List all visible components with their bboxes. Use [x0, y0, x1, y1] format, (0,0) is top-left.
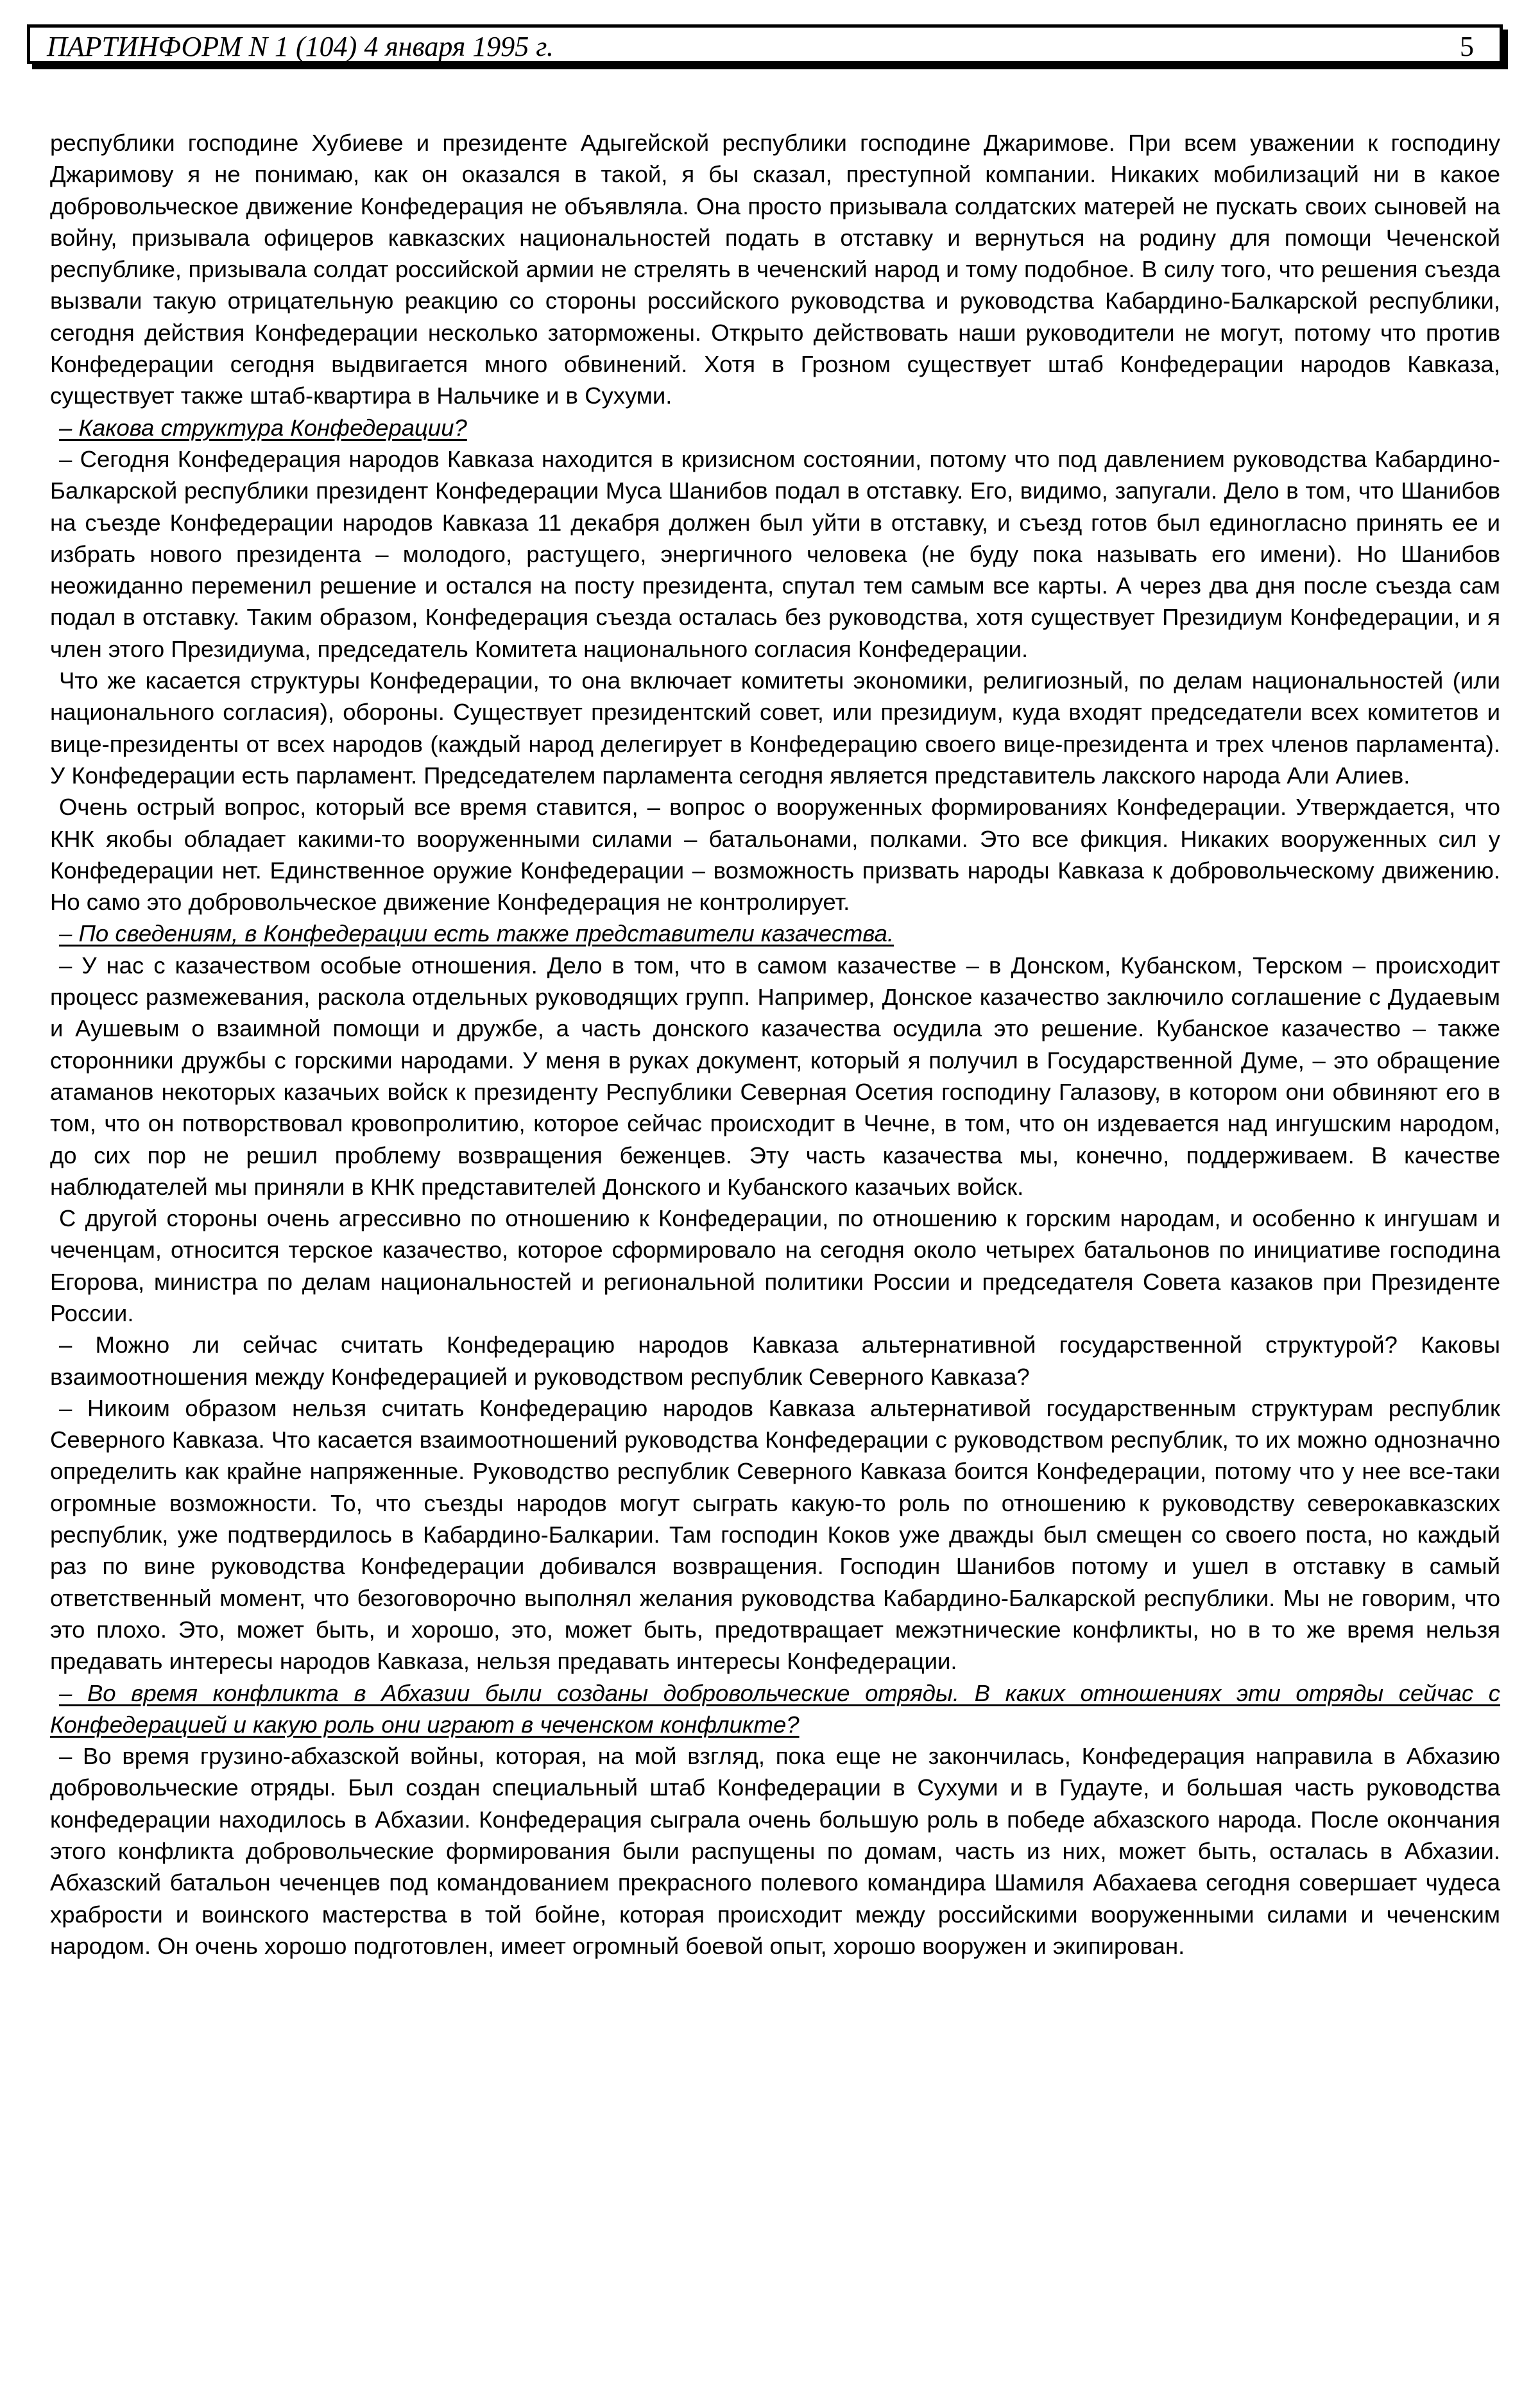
article-paragraph: – Сегодня Конфедерация народов Кавказа находится в кризисном состоянии, потому что под давлением руководства Кабардино-Балкарской республики президент Конфедерации Муса Шанибов подал в отставку. Его, видимо, запугали. Дело в том, что Шанибов на съезде Конфедерации народов Кавказа 11 декабря должен был уйти в отставку, и съезд готов был единогласно принять ее и избрать нового президента – молодого, растущего, энергичного человека (не буду пока называть его имени). Но Шанибов неожиданно переменил решение и остался на посту президента, спутал тем самым все карты. А через два дня после съезда сам подал в отставку. Таким образом, Конфедерация съезда осталась без руководства, хотя существует Президиум Конфедерации, и я член этого Президиума, председатель Комитета национального согласия Конфедерации. [50, 445, 1500, 662]
article-paragraph: Что же касается структуры Конфедерации, то она включает комитеты экономики, религиозный, по делам национальностей (или национального согласия), обороны. Существует президентский совет, или президиум, куда входят председатели всех комитетов и вице-президенты от всех народов (каждый народ делегирует в Конфедерацию своего вице-президента и трех членов парламента). У Конфедерации есть парламент. Председателем парламента сегодня является представитель лакского народа Али Алиев. [50, 667, 1500, 789]
interview-question: – По сведениям, в Конфедерации есть также представители казачества. [59, 920, 894, 947]
article-paragraph: – Во время грузино-абхазской войны, которая, на мой взгляд, пока еще не закончилась, Конфедерация направила в Абхазию добровольческие отряды. Был создан специальный штаб Конфедерации в Сухуми и в Гудауте, и большая часть руководства конфедерации находилось в Абхазии. Конфедерация сыграла очень большую роль в победе абхазского народа. После окончания этого конфликта добровольческие формирования были распущены по домам, часть из них, может быть, осталась в Абхазии. Абхазский батальон чеченцев под командованием прекрасного полевого командира Шамиля Абахаева сегодня совершает чудеса храбрости и воинского мастерства в той бойне, которая происходит между российскими вооруженными силами и чеченским народом. Он очень хорошо подготовлен, имеет огромный боевой опыт, хорошо вооружен и экипирован. [50, 1743, 1500, 1959]
article-paragraph: – Никоим образом нельзя считать Конфедерацию народов Кавказа альтернативой государственным структурам республик Северного Кавказа. Что касается взаимоотношений руководства Конфедерации с руководством республик, то их можно однозначно определить как крайне напряженные. Руководство республик Северного Кавказа боится Конфедерации, потому что у нее все-таки огромные возможности. То, что съезды народов могут сыграть какую-то роль по отношению к руководству северокавказских республик, уже подтвердилось в Кабардино-Балкарии. Там господин Коков уже дважды был смещен со своего поста, но каждый раз по вине руководства Конфедерации добивался возвращения. Господин Шанибов потому и ушел в отставку в самый ответственный момент, что безоговорочно выполнял желания руководства Кабардино-Балкарской республики. Мы не говорим, что это плохо. Это, может быть, и хорошо, это, может быть, предотвращает межэтнические конфликты, но в то же время нельзя предавать интересы народов Кавказа, нельзя предавать интересы Конфедерации. [50, 1394, 1500, 1675]
publication-title: ПАРТИНФОРМ N 1 (104) 4 января 1995 г. [47, 31, 554, 62]
interview-question: – Во время конфликта в Абхазии были созданы добровольческие отряды. В каких отношениях эти отряды сейчас с Конфедерацией и какую роль они играют в чеченском конфликте? [50, 1679, 1500, 1738]
page-number: 5 [1460, 31, 1474, 62]
page-header [27, 24, 1503, 64]
interview-question-plain: – Можно ли сейчас считать Конфедерацию народов Кавказа альтернативной государственной структурой? Каковы взаимоотношения между Конфедерацией и руководством республик Северного Кавказа? [50, 1332, 1500, 1390]
article-paragraph: – У нас с казачеством особые отношения. Дело в том, что в самом казачестве – в Донском, Кубанском, Терском – происходит процесс размежевания, раскола отдельных руководящих групп. Например, Донское казачество заключило соглашение с Дудаевым и Аушевым о взаимной помощи и дружбе, а часть донского казачества осудила это решение. Кубанское казачество – также сторонники дружбы с горскими народами. У меня в руках документ, который я получил в Государственной Думе, – это обращение атаманов некоторых казачьих войск к президенту Республики Северная Осетия господину Галазову, в котором они обвиняют его в том, что он потворствовал кровопролитию, которое сейчас происходит в Чечне, в том, что он издевается над ингушским народом, до сих пор не решил проблему возвращения беженцев. Эту часть казачества мы, конечно, поддерживаем. В качестве наблюдателей мы приняли в КНК представителей Донского и Кубанского казачьих войск. [50, 952, 1500, 1200]
interview-question: – Какова структура Конфедерации? [59, 414, 467, 441]
article-paragraph: С другой стороны очень агрессивно по отношению к Конфедерации, по отношению к горским народам, и особенно к ингушам и чеченцам, относится терское казачество, которое сформировало на сегодня около четырех батальонов по инициативе господина Егорова, министра по делам национальностей и региональной политики России и председателя Совета казаков при Президенте России. [50, 1205, 1500, 1326]
article-paragraph: республики господине Хубиеве и президенте Адыгейской республики господине Джаримове. При всем уважении к господину Джаримову я не понимаю, как он оказался в такой, я бы сказал, преступной компании. Никаких мобилизаций ни в какое добровольческое движение Конфедерация не объявляла. Она просто призывала солдатских матерей не пускать своих сыновей на войну, призывала офицеров кавказских национальностей подать в отставку и вернуться на родину для помощи Чеченской республике, призывала солдат российской армии не стрелять в чеченский народ и тому подобное. В силу того, что решения съезда вызвали такую отрицательную реакцию со стороны российского руководства и руководства Кабардино-Балкарской республики, сегодня действия Конфедерации несколько заторможены. Открыто действовать наши руководители не могут, потому что против Конфедерации сегодня выдвигается много обвинений. Хотя в Грозном существует штаб Конфедерации народов Кавказа, существует также штаб-квартира в Нальчике и в Сухуми. [50, 130, 1500, 409]
article-paragraph: Очень острый вопрос, который все время ставится, – вопрос о вооруженных формированиях Конфедерации. Утверждается, что КНК якобы обладает какими-то вооруженными силами – батальонами, полками. Это все фикция. Никаких вооруженных сил у Конфедерации нет. Единственное оружие Конфедерации – возможность призвать народы Кавказа к добровольческому движению. Но само это добровольческое движение Конфедерация не контролирует. [50, 794, 1500, 916]
article-body [50, 127, 1500, 1962]
